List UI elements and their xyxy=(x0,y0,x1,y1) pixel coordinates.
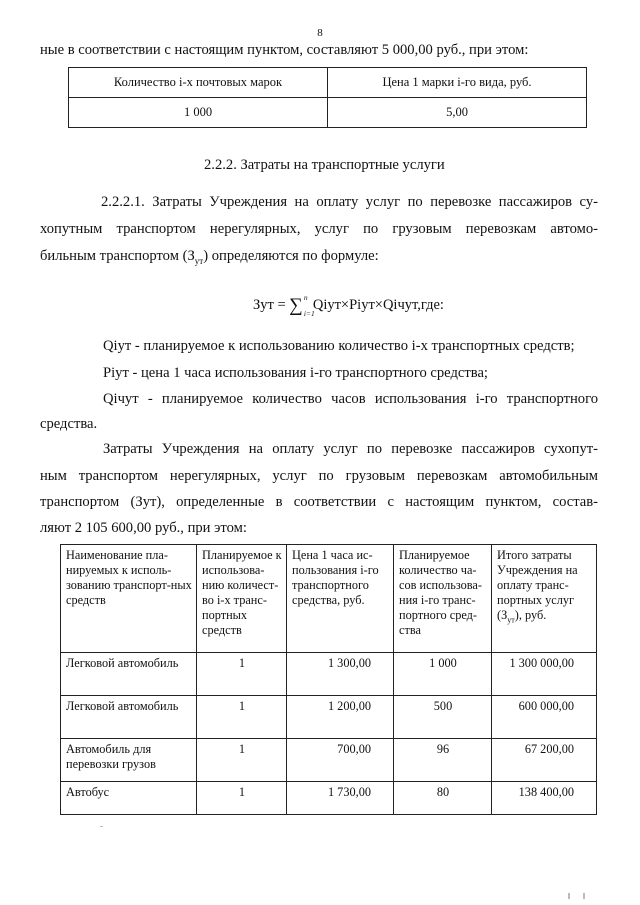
table-cell: 1 200,00 xyxy=(287,696,394,739)
table-header-cell: Цена 1 марки i-го вида, руб. xyxy=(328,68,587,98)
table-cell: Автомобиль для перевозки грузов xyxy=(61,739,197,782)
paragraph-line: Затраты Учреждения на оплату услуг по перевозке пассажиров сухопут- xyxy=(103,441,598,457)
formula-tail: где: xyxy=(420,297,444,313)
header-text: Итого затраты Учреждения на оплату транс-портных услуг (З xyxy=(497,548,578,622)
table-cell: 138 400,00 xyxy=(492,782,597,815)
definition-line: Qiут - планируемое к использованию количество i-х транспортных средств; xyxy=(103,338,575,354)
table-row xyxy=(61,653,597,696)
stamps-table xyxy=(68,67,587,128)
definition-line: Qiчут - планируемое количество часов использования i-го транспортного xyxy=(103,391,598,407)
paragraph-text: ) определяются по формуле: xyxy=(203,248,379,264)
table-cell: 1 000 xyxy=(69,98,328,128)
header-text: ), руб. xyxy=(514,608,547,622)
table-cell: 1 xyxy=(197,782,287,815)
formula-equals: = xyxy=(277,297,286,313)
section-heading: 2.2.2. Затраты на транспортные услуги xyxy=(204,157,445,173)
summation-symbol: ∑ xyxy=(289,295,303,316)
table-cell: 1 300 000,00 xyxy=(492,653,597,696)
formula-lhs: Зут xyxy=(253,297,274,313)
table-cell: 500 xyxy=(394,696,492,739)
table-header-cell xyxy=(492,545,597,653)
table-header-row xyxy=(61,545,597,653)
table-cell: 80 xyxy=(394,782,492,815)
formula-body: Qiут×Piут×Qiчут, xyxy=(312,297,421,313)
summation-upper: n xyxy=(303,292,308,302)
table-cell: 1 xyxy=(197,739,287,782)
table-cell: 700,00 xyxy=(287,739,394,782)
table-cell: 67 200,00 xyxy=(492,739,597,782)
scan-artifact xyxy=(100,826,103,827)
scan-artifact xyxy=(568,893,570,899)
paragraph-line: 2.2.2.1. Затраты Учреждения на оплату услуг по перевозке пассажиров су- xyxy=(101,194,598,210)
table-header-row xyxy=(69,68,587,98)
summation-limits xyxy=(303,292,315,318)
paragraph-line: ляют 2 105 600,00 руб., при этом: xyxy=(40,520,247,536)
table-cell: Автобус xyxy=(61,782,197,815)
table-cell: 1 300,00 xyxy=(287,653,394,696)
scan-artifact xyxy=(583,893,585,899)
table-cell: 1 730,00 xyxy=(287,782,394,815)
paragraph-line: хопутным транспортом нерегулярных, услуг по грузовым перевозкам автомо- xyxy=(40,221,598,237)
paragraph-text: бильным транспортом (З xyxy=(40,248,195,264)
cost-formula xyxy=(253,292,444,318)
table-cell: 5,00 xyxy=(328,98,587,128)
table-cell: Легковой автомобиль xyxy=(61,696,197,739)
transport-costs-table xyxy=(60,544,597,815)
subscript: ут xyxy=(194,255,204,266)
table-row xyxy=(61,739,597,782)
definition-line: средства. xyxy=(40,416,98,432)
table-header-cell: Наименование пла-нируемых к исполь-зованию транспорт-ных средств xyxy=(61,545,197,653)
table-cell: Легковой автомобиль xyxy=(61,653,197,696)
table-header-cell: Цена 1 часа ис-пользования i-го транспортного средства, руб. xyxy=(287,545,394,653)
table-row xyxy=(61,782,597,815)
paragraph-line: транспортом (Зут), определенные в соответствии с настоящим пунктом, состав- xyxy=(40,494,598,510)
table-header-cell: Планируемое количество ча-сов использова-ния i-го транс-портного сред-ства xyxy=(394,545,492,653)
table-cell: 600 000,00 xyxy=(492,696,597,739)
table-row xyxy=(61,696,597,739)
table-cell: 96 xyxy=(394,739,492,782)
summation-lower: i=1 xyxy=(303,308,315,318)
intro-line: ные в соответствии с настоящим пунктом, составляют 5 000,00 руб., при этом: xyxy=(40,42,529,58)
page-number: 8 xyxy=(317,27,323,39)
subscript: ут xyxy=(507,615,515,625)
table-header-cell: Количество i-х почтовых марок xyxy=(69,68,328,98)
table-cell: 1 xyxy=(197,696,287,739)
table-row xyxy=(69,98,587,128)
table-cell: 1 xyxy=(197,653,287,696)
definition-line: Piут - цена 1 часа использования i-го транспортного средства; xyxy=(103,365,488,381)
table-header-cell: Планируемое к использова-нию количест-во i-х транс-портных средств xyxy=(197,545,287,653)
paragraph-line xyxy=(40,248,379,266)
table-cell: 1 000 xyxy=(394,653,492,696)
paragraph-line: ным транспортом нерегулярных, услуг по грузовым перевозкам автомобильным xyxy=(40,468,598,484)
